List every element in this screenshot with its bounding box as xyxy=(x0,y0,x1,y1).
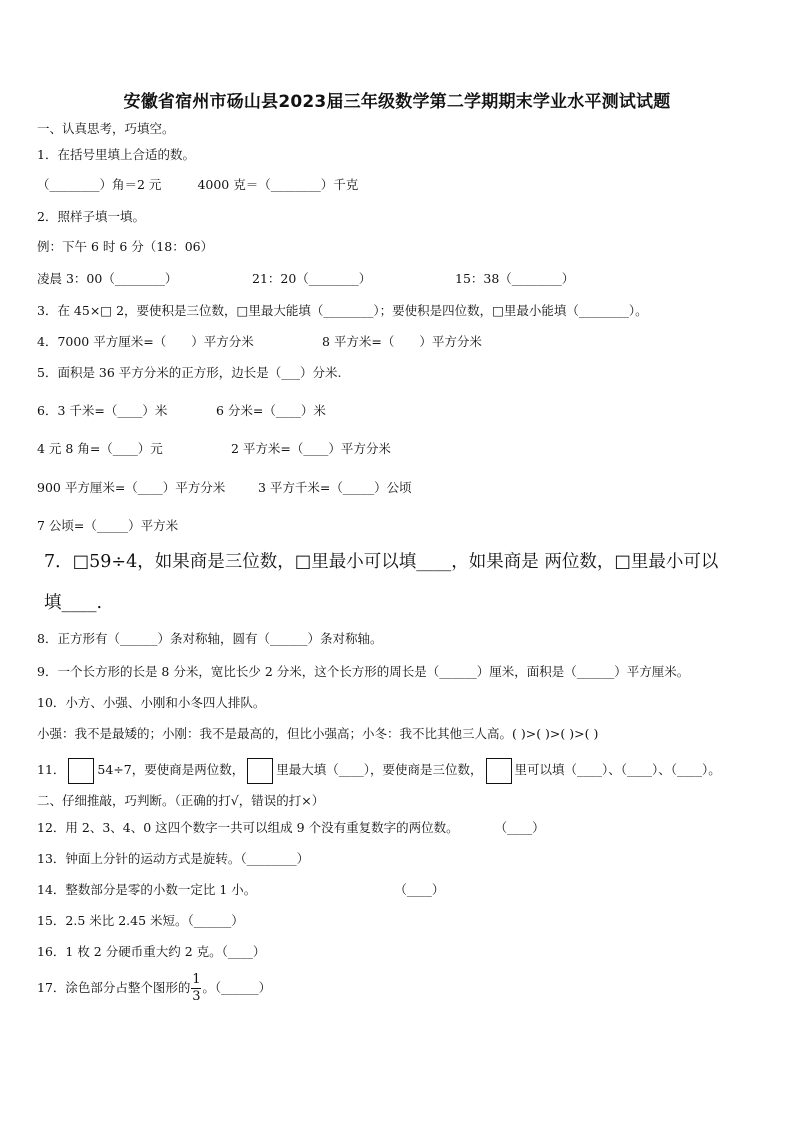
question-14-text: 14．整数部分是零的小数一定比 1 小。 xyxy=(37,882,257,897)
question-6-part-f: 3 平方千米=（_____）公顷 xyxy=(258,480,412,495)
section-1-heading: 一、认真思考，巧填空。 xyxy=(37,121,175,136)
question-10: 10．小方、小强、小刚和小冬四人排队。 xyxy=(37,695,266,710)
question-9: 9．一个长方形的长是 8 分米，宽比长少 2 分米，这个长方形的周长是（______）厘米，面积是（______）平方厘米。 xyxy=(37,664,690,679)
answer-box[interactable] xyxy=(68,758,94,784)
question-1-answers xyxy=(37,176,358,194)
question-11-text-2: 里最大填（____），要使商是三位数， xyxy=(276,762,483,777)
question-10-detail: 小强：我不是最矮的；小刚：我不是最高的，但比小强高；小冬：我不比其他三人高。( )>( )>( )>( ) xyxy=(37,726,599,741)
fraction-numerator: 1 xyxy=(192,972,201,987)
question-4-part-a: 4．7000 平方厘米=（ ）平方分米 xyxy=(37,334,254,349)
fraction-denominator: 3 xyxy=(192,989,201,1004)
question-2-example: 例：下午 6 时 6 分（18：06） xyxy=(37,239,214,254)
question-15: 15．2.5 米比 2.45 米短。（______） xyxy=(37,913,244,928)
question-11-number: 11． xyxy=(37,762,66,777)
question-4-part-b: 8 平方米=（ ）平方分米 xyxy=(322,334,482,349)
question-17-text: 17．涂色部分占整个图形的 xyxy=(37,980,191,995)
question-11 xyxy=(37,757,721,784)
question-13: 13．钟面上分针的运动方式是旋转。（________） xyxy=(37,851,310,866)
question-16: 16．1 枚 2 分硬币重大约 2 克。（____） xyxy=(37,944,266,959)
question-12-blank: （____） xyxy=(494,820,545,835)
question-2-item-b: 21：20（________） xyxy=(252,271,372,286)
question-17-tail: 。（______） xyxy=(202,980,272,995)
question-6-part-c: 4 元 8 角=（____）元 xyxy=(37,441,163,456)
question-6-part-e: 900 平方厘米=（____）平方分米 xyxy=(37,480,226,495)
question-11-text-1: 54÷7，要使商是两位数， xyxy=(97,762,245,777)
question-6-part-d: 2 平方米=（____）平方分米 xyxy=(231,441,391,456)
question-2-item-a: 凌晨 3：00（________） xyxy=(37,271,178,286)
page-title: 安徽省宿州市砀山县2023届三年级数学第二学期期末学业水平测试试题 xyxy=(123,92,671,112)
question-7-line-1: 7．□59÷4，如果商是三位数，□里最小可以填____，如果商是 两位数，□里最小可以 xyxy=(44,552,719,572)
question-12-text: 12．用 2、3、4、0 这四个数字一共可以组成 9 个没有重复数字的两位数。 xyxy=(37,820,459,835)
question-2-item-c: 15：38（________） xyxy=(455,271,575,286)
question-5: 5．面积是 36 平方分米的正方形，边长是（___）分米. xyxy=(37,365,342,380)
question-2: 2．照样子填一填。 xyxy=(37,209,145,224)
question-7-line-2: 填____. xyxy=(44,593,103,613)
question-14 xyxy=(37,881,444,899)
question-6-part-b: 6 分米=（____）米 xyxy=(216,403,326,418)
question-17 xyxy=(37,970,271,1006)
question-8: 8．正方形有（______）条对称轴，圆有（______）条对称轴。 xyxy=(37,631,383,646)
question-1-part-a: （________）角＝2 元 xyxy=(37,177,162,192)
fraction xyxy=(191,973,201,1004)
question-14-blank: （____） xyxy=(394,882,445,897)
question-3: 3．在 45×□ 2，要使积是三位数，□里最大能填（________）；要使积是四位数，□里最小能填（________）。 xyxy=(37,303,648,318)
question-6-part-a: 6．3 千米=（____）米 xyxy=(37,403,168,418)
question-6-part-g: 7 公顷=（_____）平方米 xyxy=(37,518,179,533)
question-12 xyxy=(37,819,545,837)
answer-box[interactable] xyxy=(486,758,512,784)
section-2-heading: 二、仔细推敲，巧判断。（正确的打√，错误的打×） xyxy=(37,793,325,808)
question-1-part-b: 4000 克＝（________）千克 xyxy=(197,177,359,192)
question-1: 1．在括号里填上合适的数。 xyxy=(37,147,195,162)
question-11-text-3: 里可以填（____）、（____）、（____）。 xyxy=(514,762,721,777)
answer-box[interactable] xyxy=(247,758,273,784)
